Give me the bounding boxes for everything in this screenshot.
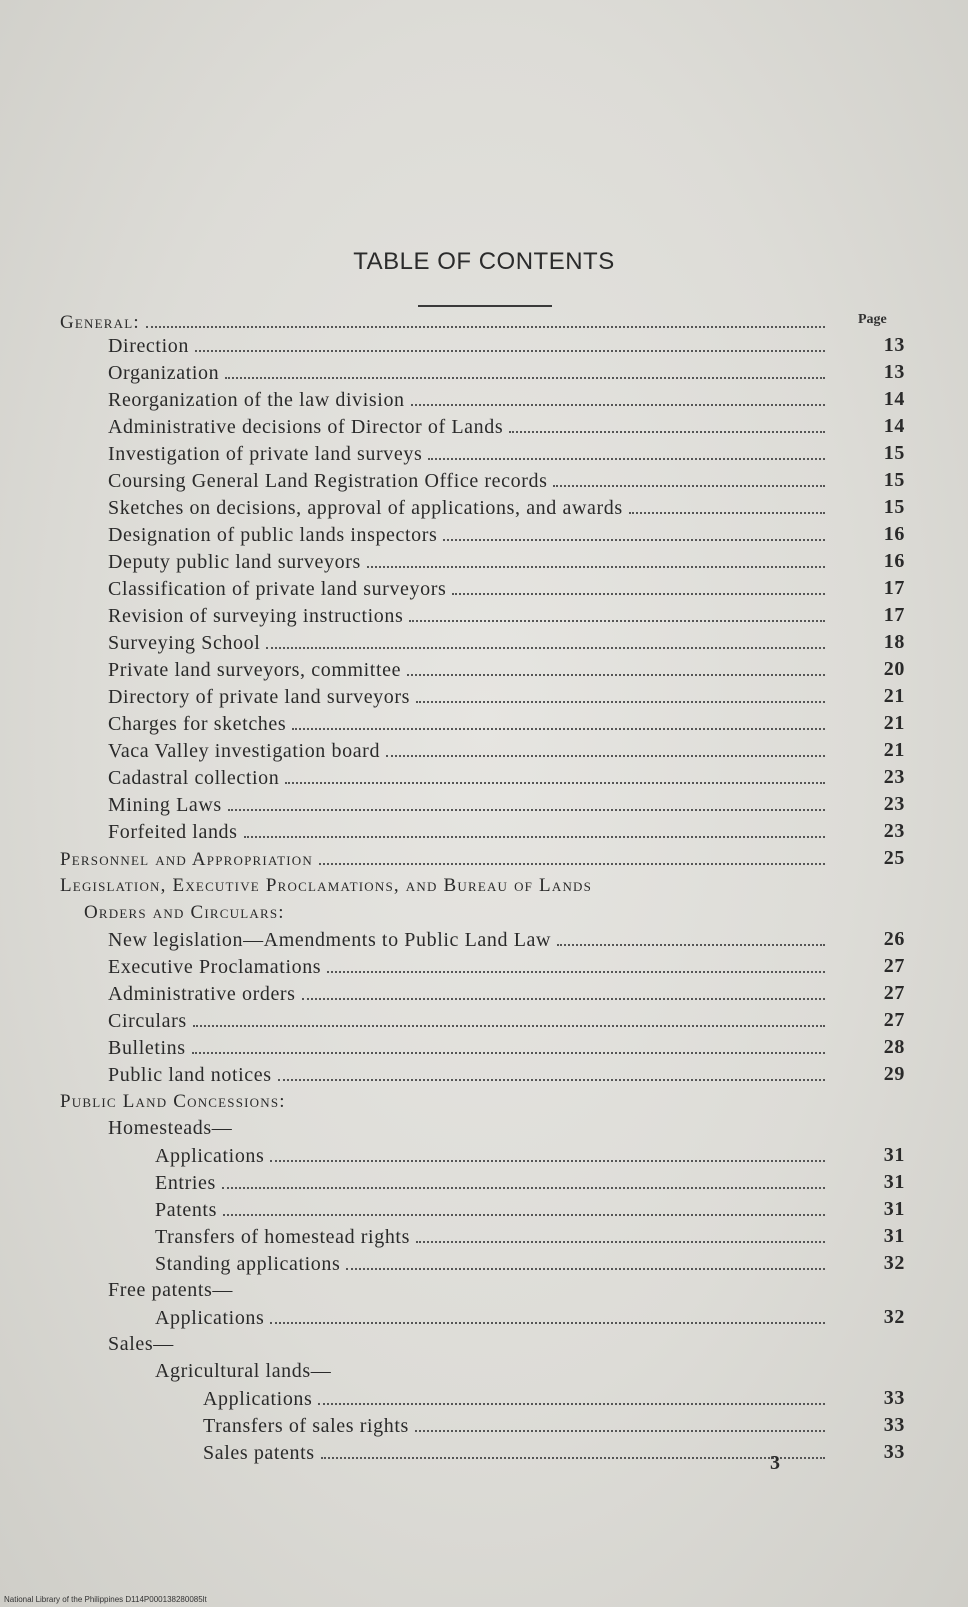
toc-leader-dots [223,1196,825,1216]
toc-entry [60,764,905,791]
scan-footer: National Library of the Philippines D114P000138280085lt [4,1595,207,1604]
toc-entry-label-wrap [108,440,825,468]
toc-entry-page: 21 [883,685,905,707]
toc-entry-label: Entries [155,1172,216,1194]
toc-leader-dots [327,953,825,973]
toc-leader-dots [195,332,825,352]
toc-entry [60,926,905,953]
toc-entry [60,1412,905,1439]
toc-entry-label: Applications [155,1307,265,1329]
toc-entry-page: 28 [883,1036,905,1058]
toc-entry-page: 18 [883,631,905,653]
toc-entry-label: Revision of surveying instructions [108,605,404,627]
toc-leader-dots [321,1439,825,1459]
toc-entry [60,1223,905,1250]
toc-entry [60,1331,905,1358]
toc-entry-label-wrap [155,1169,825,1197]
toc-leader-dots [346,1250,825,1270]
toc-entry-page: 33 [883,1414,905,1436]
toc-entry-label: Public land notices [108,1064,272,1086]
toc-entry-label: Coursing General Land Registration Office records [108,470,548,492]
toc-entry-label: Personnel and Appropriation [60,849,313,870]
toc-entry-page: 16 [883,550,905,572]
toc-entry-page: 15 [883,469,905,491]
toc-entry-page: 15 [883,496,905,518]
toc-entry [60,872,905,899]
toc-leader-dots [266,629,825,649]
toc-entry-label: Applications [155,1145,265,1167]
toc-entry [60,1304,905,1331]
toc-entry-label-wrap [60,1088,825,1115]
toc-entry [60,548,905,575]
toc-entry-label: New legislation—Amendments to Public Land Law [108,929,552,951]
toc-entry-label-wrap [155,1358,825,1385]
toc-entry-page: 16 [883,523,905,545]
toc-entry-page: 32 [883,1306,905,1328]
toc-entry-label: Orders and Circulars: [84,902,285,923]
toc-entry-page: 21 [883,739,905,761]
toc-entry [60,656,905,683]
toc-entry-label-wrap [108,737,825,765]
toc-entry [60,1142,905,1169]
toc-entry-label-wrap [108,1034,825,1062]
toc-entry [60,1007,905,1034]
toc-entry-label-wrap [108,1115,825,1142]
toc-entry-label-wrap [108,791,825,819]
toc-leader-dots [407,656,825,676]
toc-entry-label-wrap [108,359,825,387]
toc-entry [60,1250,905,1277]
page-column-header: Page [858,312,887,327]
toc-leader-dots [367,548,825,568]
toc-entry-page: 33 [883,1441,905,1463]
toc-entry-label-wrap [108,575,825,603]
toc-entry-page: 29 [883,1063,905,1085]
toc-entry-label: Reorganization of the law division [108,389,405,411]
toc-entry-label-wrap [108,629,825,657]
toc-entry-label: Investigation of private land surveys [108,443,423,465]
toc-entry-label: Deputy public land surveyors [108,551,361,573]
toc-entry-label-wrap [155,1304,825,1332]
toc-entry-label: Classification of private land surveyors [108,578,447,600]
toc-entry-page: 31 [883,1225,905,1247]
toc-entry-label-wrap [108,1007,825,1035]
toc-leader-dots [270,1142,825,1162]
toc-entry [60,980,905,1007]
toc-entry [60,521,905,548]
toc-entry-label-wrap [108,494,825,522]
toc-entry-label: Direction [108,335,189,357]
toc-entry-label-wrap [60,845,825,873]
toc-entry-page: 27 [883,955,905,977]
toc-entry-label: Vaca Valley investigation board [108,740,381,762]
toc-entry-page: 17 [883,604,905,626]
toc-leader-dots [228,791,825,811]
toc-leader-dots [629,494,825,514]
toc-entry-label-wrap [108,953,825,981]
toc-entry-label-wrap [203,1385,825,1413]
toc-entry-page: 31 [883,1144,905,1166]
toc-entry-label: Charges for sketches [108,713,287,735]
toc-entry-label: General: [60,312,140,333]
toc-entry-page: 15 [883,442,905,464]
toc-entry-label: Agricultural lands— [155,1360,332,1382]
toc-entry [60,953,905,980]
toc-entry-label-wrap [108,467,825,495]
toc-entry [60,308,905,332]
toc-entry-page: 27 [883,1009,905,1031]
toc-entry [60,1034,905,1061]
toc-entry-page: 23 [883,793,905,815]
toc-entry-label: Sketches on decisions, approval of applications, and awards [108,497,623,519]
toc-entry-page: 17 [883,577,905,599]
toc-entry-page: 13 [883,334,905,356]
toc-entry-label: Legislation, Executive Proclamations, and Bureau of Lands [60,875,593,896]
toc-leader-dots [270,1304,825,1324]
toc-entry [60,1088,905,1115]
toc-leader-dots [225,359,825,379]
toc-entry-label-wrap [108,386,825,414]
toc-entry [60,1115,905,1142]
toc-entry-page: 14 [883,388,905,410]
toc-leader-dots [292,710,825,730]
toc-entry-label: Directory of private land surveyors [108,686,411,708]
toc-entry [60,413,905,440]
toc-entry [60,818,905,845]
toc-entry [60,1385,905,1412]
toc-entry-label: Forfeited lands [108,821,238,843]
toc-entry-label: Transfers of homestead rights [155,1226,410,1248]
toc-entry-page: 14 [883,415,905,437]
toc-entry [60,1061,905,1088]
toc-entry [60,845,905,872]
toc-entry-label-wrap [155,1142,825,1170]
toc-entry-label-wrap [203,1439,825,1467]
toc-entry [60,1196,905,1223]
toc-entry-label: Sales— [108,1333,174,1355]
toc-entry-label: Sales patents [203,1442,315,1464]
toc-leader-dots [557,926,825,946]
toc-entry-label: Administrative orders [108,983,296,1005]
toc-entry-page: 27 [883,982,905,1004]
toc-entry-label-wrap [108,764,825,792]
toc-entry-label-wrap [60,872,825,899]
toc-leader-dots [193,1007,825,1027]
toc-entry-label-wrap [108,818,825,846]
toc-entry [60,1277,905,1304]
toc-leader-dots [386,737,825,757]
toc-entry [60,386,905,413]
toc-entry-label: Applications [203,1388,313,1410]
toc-entry [60,1358,905,1385]
toc-entry-label-wrap [108,683,825,711]
toc-leader-dots [416,1223,825,1243]
toc-leader-dots [319,845,825,865]
page-number: 3 [770,1452,780,1474]
toc-entry-label: Standing applications [155,1253,341,1275]
toc-entry [60,710,905,737]
toc-entry-label-wrap [60,308,825,335]
toc-leader-dots [192,1034,825,1054]
toc-leader-dots [146,308,825,328]
toc-leader-dots [452,575,825,595]
toc-leader-dots [285,764,825,784]
toc-entry-label-wrap [108,1061,825,1089]
toc-entry-label: Surveying School [108,632,261,654]
toc-entry-label: Mining Laws [108,794,222,816]
toc-entry-label-wrap [108,980,825,1008]
toc-entry-label-wrap [203,1412,825,1440]
toc-entry-label-wrap [108,548,825,576]
toc-entry-page: 23 [883,766,905,788]
toc-entry [60,1169,905,1196]
toc-entry-label: Executive Proclamations [108,956,322,978]
toc-entry-label: Free patents— [108,1279,233,1301]
toc-entry-page: 23 [883,820,905,842]
toc-entry-page: 31 [883,1198,905,1220]
toc-entry-label: Administrative decisions of Director of Lands [108,416,504,438]
toc-entry [60,467,905,494]
toc-entry-label: Patents [155,1199,217,1221]
toc-entry-label-wrap [155,1250,825,1278]
toc-entry [60,683,905,710]
toc-leader-dots [411,386,825,406]
toc-entry-label: Public Land Concessions: [60,1091,286,1112]
toc-entry-label-wrap [84,899,825,926]
toc-leader-dots [443,521,825,541]
toc-leader-dots [302,980,825,1000]
title-rule [418,305,552,307]
toc-leader-dots [509,413,825,433]
toc-entry-label-wrap [108,656,825,684]
toc-entry-page: 13 [883,361,905,383]
table-of-contents [60,308,905,1466]
toc-leader-dots [244,818,825,838]
toc-entry-label-wrap [108,710,825,738]
toc-entry-page: 20 [883,658,905,680]
toc-entry-label: Circulars [108,1010,187,1032]
toc-entry-label: Homesteads— [108,1117,233,1139]
toc-entry [60,494,905,521]
toc-entry [60,629,905,656]
toc-entry-label-wrap [155,1223,825,1251]
toc-entry-label: Bulletins [108,1037,186,1059]
toc-leader-dots [428,440,825,460]
toc-entry [60,791,905,818]
toc-entry-page: 26 [883,928,905,950]
toc-entry-page: 33 [883,1387,905,1409]
toc-entry-label: Designation of public lands inspectors [108,524,438,546]
toc-leader-dots [416,683,825,703]
toc-leader-dots [409,602,825,622]
toc-entry-label-wrap [108,413,825,441]
toc-entry-page: 31 [883,1171,905,1193]
toc-entry [60,440,905,467]
toc-entry [60,737,905,764]
toc-entry-label-wrap [108,602,825,630]
toc-entry [60,899,905,926]
toc-entry-page: 21 [883,712,905,734]
toc-entry-label-wrap [108,1331,825,1358]
toc-leader-dots [553,467,825,487]
toc-entry-label: Private land surveyors, committee [108,659,402,681]
toc-entry-label: Cadastral collection [108,767,280,789]
toc-entry [60,332,905,359]
toc-entry-label-wrap [108,1277,825,1304]
toc-entry-label-wrap [108,926,825,954]
toc-entry-label-wrap [155,1196,825,1224]
toc-entry-page: 25 [883,847,905,869]
toc-entry-label-wrap [108,521,825,549]
toc-leader-dots [415,1412,825,1432]
toc-entry [60,575,905,602]
toc-leader-dots [278,1061,825,1081]
toc-entry-label: Transfers of sales rights [203,1415,409,1437]
toc-entry-page: 32 [883,1252,905,1274]
toc-entry [60,602,905,629]
page-title: TABLE OF CONTENTS [353,248,615,275]
toc-entry [60,359,905,386]
toc-leader-dots [318,1385,825,1405]
toc-entry-label: Organization [108,362,220,384]
toc-leader-dots [222,1169,825,1189]
toc-entry-label-wrap [108,332,825,360]
